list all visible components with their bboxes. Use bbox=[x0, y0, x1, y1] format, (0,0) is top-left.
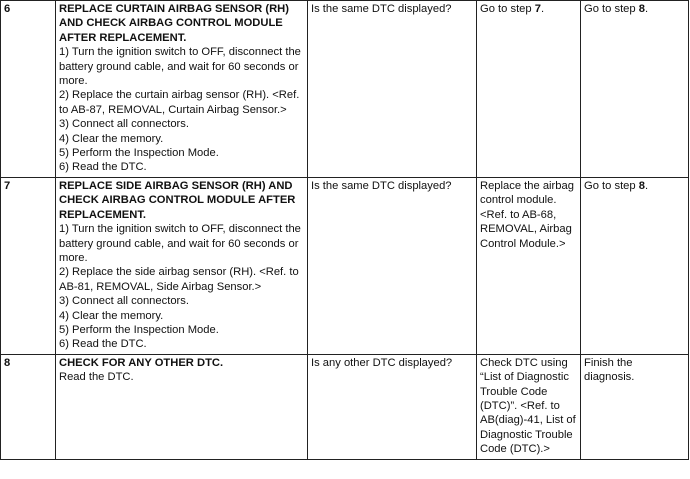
no-result: Finish the diagnosis. bbox=[581, 354, 689, 459]
procedure-step: 5) Perform the Inspection Mode. bbox=[59, 323, 219, 336]
no-text: Go to step bbox=[584, 3, 639, 15]
yes-result bbox=[477, 1, 581, 178]
yes-result: Check DTC using “List of Diagnostic Trouble Code (DTC)”. <Ref. to AB(diag)-41, List of Diagnostic Trouble Code (DTC).> bbox=[477, 354, 581, 459]
action-cell bbox=[56, 1, 308, 178]
table-row bbox=[1, 177, 689, 354]
no-result bbox=[581, 177, 689, 354]
procedure-step: 6) Read the DTC. bbox=[59, 161, 147, 174]
no-step-ref: 8 bbox=[638, 3, 645, 15]
no-text-end: . bbox=[644, 3, 649, 15]
procedure-step: 5) Perform the Inspection Mode. bbox=[59, 147, 219, 160]
table-row bbox=[1, 354, 689, 459]
no-text-end: . bbox=[644, 179, 649, 192]
check-question: Is any other DTC displayed? bbox=[308, 354, 477, 459]
procedure-step: 4) Clear the memory. bbox=[59, 309, 164, 322]
yes-text-end: . bbox=[540, 3, 545, 15]
action-cell bbox=[56, 354, 308, 459]
no-result bbox=[581, 1, 689, 178]
step-number: 7 bbox=[1, 177, 56, 354]
procedure-step: 4) Clear the memory. bbox=[59, 132, 164, 145]
procedure-step: 2) Replace the side airbag sensor (RH). <Ref. to AB-81, REMOVAL, Side Airbag Sensor.> bbox=[59, 266, 299, 293]
action-cell bbox=[56, 177, 308, 354]
step-heading: CHECK FOR ANY OTHER DTC. bbox=[59, 356, 224, 369]
yes-step-ref: 7 bbox=[534, 3, 541, 15]
step-heading: REPLACE SIDE AIRBAG SENSOR (RH) AND CHECK AIRBAG CONTROL MODULE AFTER REPLACEMENT. bbox=[59, 179, 296, 221]
step-heading: REPLACE CURTAIN AIRBAG SENSOR (RH) AND CHECK AIRBAG CONTROL MODULE AFTER REPLACEMENT. bbox=[59, 3, 289, 44]
procedure-step: 6) Read the DTC. bbox=[59, 338, 147, 351]
check-question: Is the same DTC displayed? bbox=[308, 177, 477, 354]
no-step-ref: 8 bbox=[638, 179, 645, 192]
yes-result: Replace the airbag control module. <Ref. to AB-68, REMOVAL, Airbag Control Module.> bbox=[477, 177, 581, 354]
no-text: Go to step bbox=[584, 179, 639, 192]
yes-text: Go to step bbox=[480, 3, 535, 15]
step-number: 8 bbox=[1, 354, 56, 459]
step-number: 6 bbox=[1, 1, 56, 178]
procedure-step: Read the DTC. bbox=[59, 371, 134, 384]
procedure-step: 1) Turn the ignition switch to OFF, disconnect the battery ground cable, and wait for 60 seconds or more. bbox=[59, 223, 301, 264]
check-question: Is the same DTC displayed? bbox=[308, 1, 477, 178]
procedure-step: 1) Turn the ignition switch to OFF, disconnect the battery ground cable, and wait for 60 seconds or more. bbox=[59, 46, 301, 88]
table-row bbox=[1, 1, 689, 178]
procedure-step: 2) Replace the curtain airbag sensor (RH). <Ref. to AB-87, REMOVAL, Curtain Airbag Sensor.> bbox=[59, 89, 300, 116]
procedure-step: 3) Connect all connectors. bbox=[59, 295, 189, 308]
procedure-step: 3) Connect all connectors. bbox=[59, 118, 189, 131]
